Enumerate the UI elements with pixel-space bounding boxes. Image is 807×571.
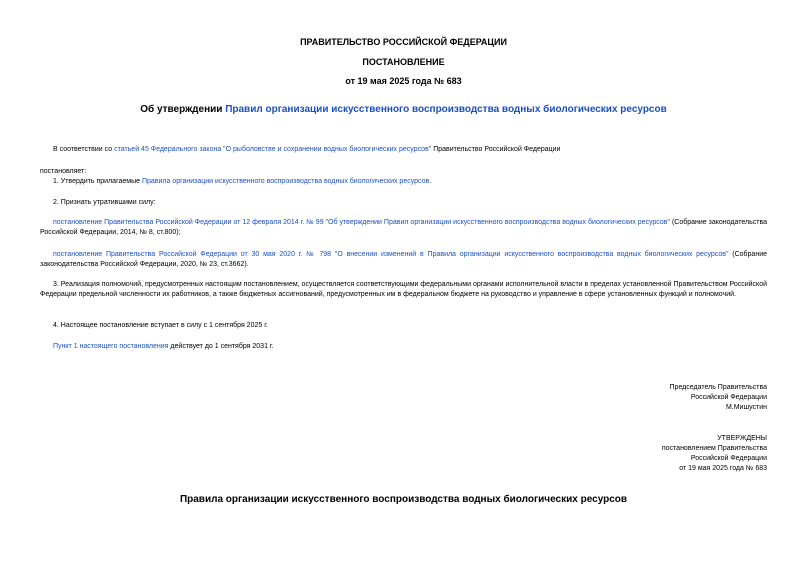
item-1-paragraph: [53, 177, 773, 187]
decree-word: постановляет:: [40, 168, 87, 175]
signature-organization: Российской Федерации: [690, 394, 767, 401]
government-heading: ПРАВИТЕЛЬСТВО РОССИЙСКОЙ ФЕДЕРАЦИИ: [300, 37, 507, 47]
rules-title: Правила организации искусственного воспроизводства водных биологических ресурсов: [179, 494, 628, 505]
signature-position: Председатель Правительства: [669, 384, 767, 391]
document-type-heading: ПОСТАНОВЛЕНИЕ: [362, 57, 445, 67]
item-1-prefix: 1. Утвердить прилагаемые: [53, 178, 142, 185]
item-4-paragraph: 4. Настоящее постановление вступает в силу с 1 сентября 2025 г.: [53, 322, 268, 329]
approved-heading: УТВЕРЖДЕНЫ: [717, 435, 767, 442]
document-title-prefix: Об утверждении: [140, 104, 226, 115]
repealed-item-2: [40, 250, 767, 270]
repealed-item-1: [40, 218, 767, 238]
document-title-link[interactable]: Правил организации искусственного воспроизводства водных биологических ресурсов: [225, 104, 667, 115]
signature-block: [670, 383, 767, 413]
approval-stamp-block: [662, 434, 767, 474]
preamble-paragraph: [53, 145, 773, 155]
document-title: [0, 104, 807, 116]
repealed-decree-798-link[interactable]: постановление Правительства Российской Федерации от 30 мая 2020 г. № 798 "О внесении изменений в Правила организации искусственного воспроизводства водных биологических ресурсов": [53, 251, 729, 258]
item-5-suffix: действует до 1 сентября 2031 г.: [168, 343, 274, 350]
preamble-prefix: В соответствии со: [53, 146, 115, 153]
federal-law-article-45-link[interactable]: статьей 45 Федерального закона "О рыболовстве и сохранении водных биологических ресурсов": [114, 146, 432, 153]
approved-by: постановлением Правительства: [661, 445, 767, 452]
item-1-suffix: .: [429, 178, 432, 185]
item-2-paragraph: 2. Признать утратившими силу:: [53, 199, 156, 206]
preamble-suffix: Правительство Российской Федерации: [431, 146, 561, 153]
repealed-decree-99-link[interactable]: постановление Правительства Российской Федерации от 12 февраля 2014 г. № 99 "Об утверждении Правил организации искусственного воспроизводства водных биологических ресурсов": [53, 219, 670, 226]
item-3-paragraph: 3. Реализация полномочий, предусмотренных настоящим постановлением, осуществляется соответствующими федеральными органами исполнительной власти в пределах установленной Правительством Российской Федерации предельной численности их работников, а также бюджетных ассигнований, предусмотренных им в федеральном бюджете на руководство и управление в сфере установленных функций и полномочий.: [40, 281, 767, 298]
signature-name: М.Мишустин: [725, 404, 767, 411]
repealed-item-2-suffix: (Собрание законодательства Российской Федерации, 2020, № 23, ст.3662).: [40, 251, 767, 268]
repealed-item-1-suffix: (Собрание законодательства Российской Федерации, 2014, № 8, ст.800);: [40, 219, 767, 236]
item-5-paragraph: [53, 342, 773, 352]
approved-date-number: от 19 мая 2025 года № 683: [679, 465, 767, 472]
rules-approved-link[interactable]: Правила организации искусственного воспроизводства водных биологических ресурсов: [141, 178, 430, 185]
approved-organization: Российской Федерации: [690, 455, 767, 462]
document-date-number: от 19 мая 2025 года № 683: [345, 76, 462, 86]
item-1-reference-link[interactable]: Пункт 1 настоящего постановления: [53, 343, 169, 350]
